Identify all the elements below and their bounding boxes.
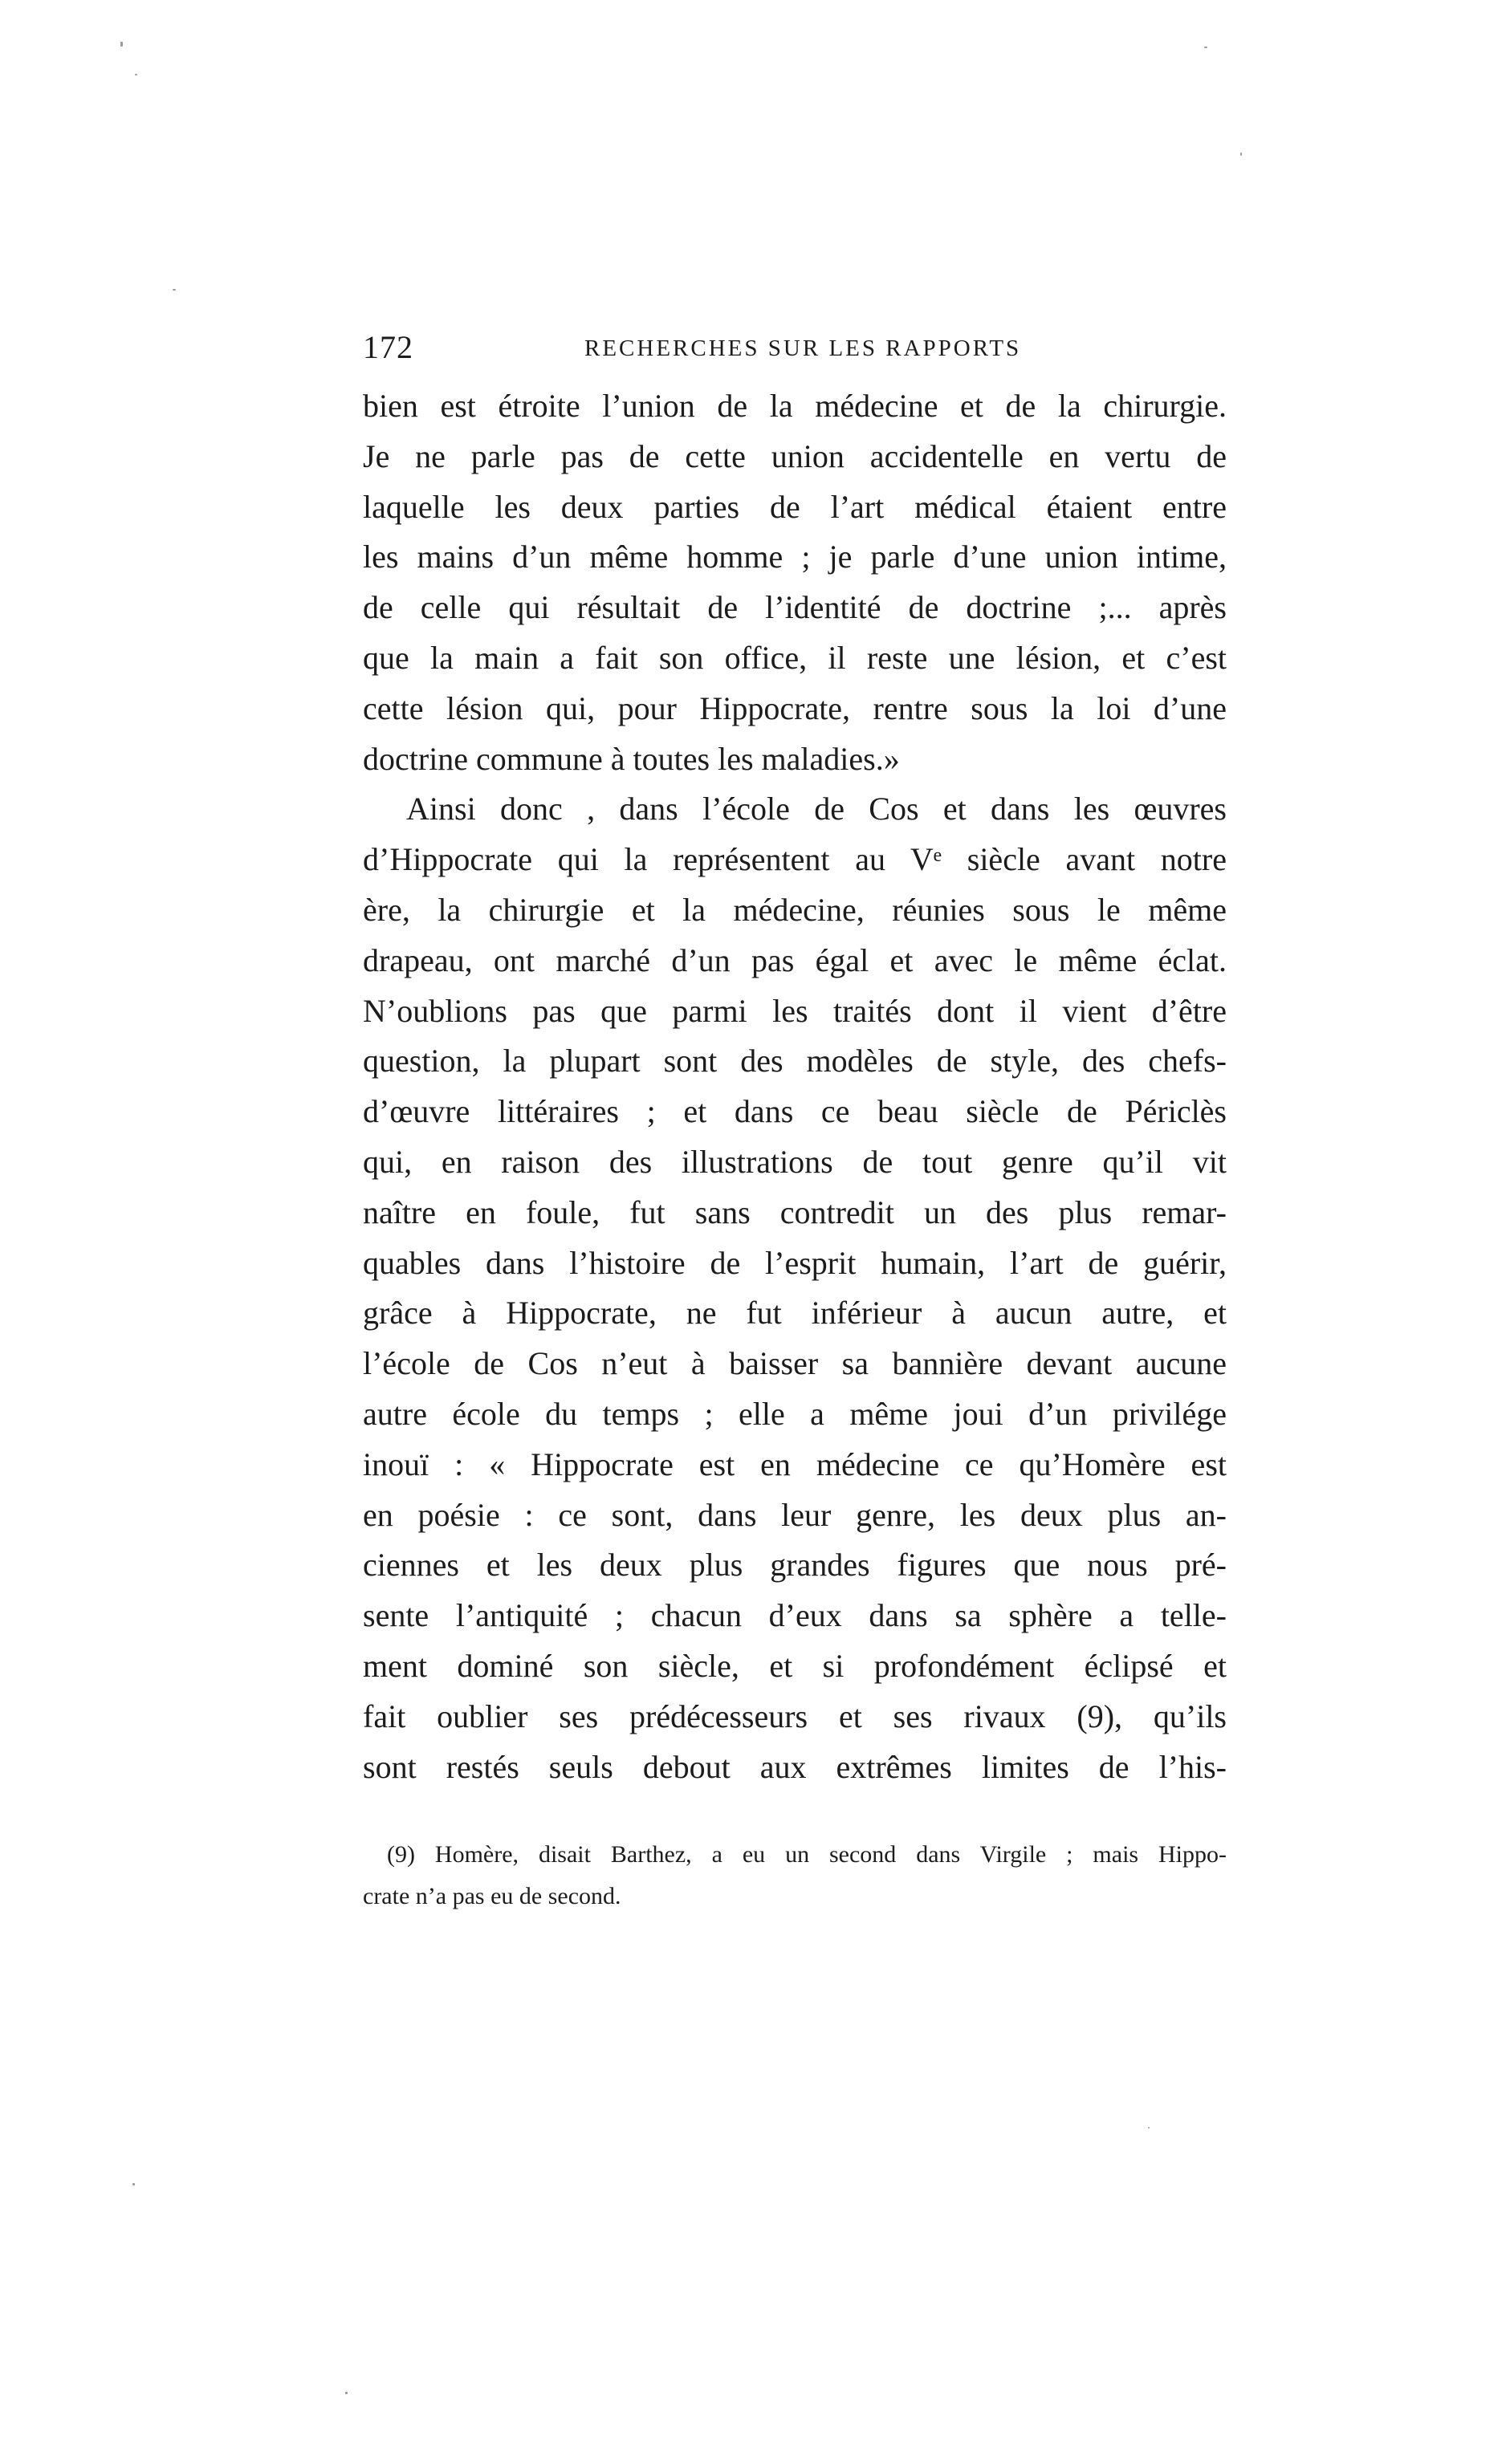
text-line: qui, en raison des illustrations de tout genre qu’il vit [363, 1143, 1227, 1180]
text-line: ment dominé son siècle, et si profondément éclipsé et [363, 1647, 1227, 1684]
running-header [363, 327, 1227, 368]
text-line: d’œuvre littéraires ; et dans ce beau siècle de Périclès [363, 1093, 1227, 1130]
text-line: grâce à Hippocrate, ne fut inférieur à aucun autre, et [363, 1295, 1227, 1332]
text-line: ciennes et les deux plus grandes figures que nous pré- [363, 1547, 1227, 1584]
footnote-line: (9) Homère, disait Barthez, a eu un second dans Virgile ; mais Hippo- [387, 1841, 1227, 1868]
running-title: RECHERCHES SUR LES RAPPORTS [584, 335, 1022, 361]
text-line: Je ne parle pas de cette union accidentelle en vertu de [363, 437, 1227, 474]
text-line: naître en foule, fut sans contredit un des plus remar- [363, 1193, 1227, 1230]
text-line: autre école du temps ; elle a même joui d’un privilége [363, 1395, 1227, 1432]
text-line: de celle qui résultait de l’identité de doctrine ;... après [363, 589, 1227, 626]
text-line: quables dans l’histoire de l’esprit humain, l’art de guérir, [363, 1244, 1227, 1281]
text-line: les mains d’un même homme ; je parle d’une union intime, [363, 539, 1227, 575]
text-line: fait oublier ses prédécesseurs et ses rivaux (9), qu’ils [363, 1698, 1227, 1734]
text-line: que la main a fait son office, il reste une lésion, et c’est [363, 639, 1227, 676]
text-line: drapeau, ont marché d’un pas égal et avec le même éclat. [363, 941, 1227, 978]
page-number: 172 [363, 329, 413, 365]
text-line: l’école de Cos n’eut à baisser sa bannière devant aucune [363, 1345, 1227, 1382]
text-line: ère, la chirurgie et la médecine, réunies sous le même [363, 891, 1227, 928]
body-text [363, 381, 1227, 1792]
text-line: inouï : « Hippocrate est en médecine ce qu’Homère est [363, 1445, 1227, 1482]
text-line: Ainsi donc , dans l’école de Cos et dans les œuvres [406, 791, 1227, 827]
text-line: d’Hippocrate qui la représentent au Vᵉ siècle avant notre [363, 841, 1227, 878]
text-line: N’oublions pas que parmi les traités dont il vient d’être [363, 992, 1227, 1029]
text-line: en poésie : ce sont, dans leur genre, les deux plus an- [363, 1496, 1227, 1533]
text-line: sente l’antiquité ; chacun d’eux dans sa sphère a telle- [363, 1597, 1227, 1634]
text-line: question, la plupart sont des modèles de style, des chefs- [363, 1043, 1227, 1080]
text-line: bien est étroite l’union de la médecine et de la chirurgie. [363, 388, 1227, 424]
footnote [363, 1834, 1227, 1917]
text-line: doctrine commune à toutes les maladies.» [363, 740, 900, 777]
text-line: cette lésion qui, pour Hippocrate, rentre sous la loi d’une [363, 689, 1227, 726]
footnote-line: crate n’a pas eu de second. [363, 1883, 621, 1909]
text-line: sont restés seuls debout aux extrêmes limites de l’his- [363, 1748, 1227, 1785]
text-line: laquelle les deux parties de l’art médical étaient entre [363, 488, 1227, 525]
